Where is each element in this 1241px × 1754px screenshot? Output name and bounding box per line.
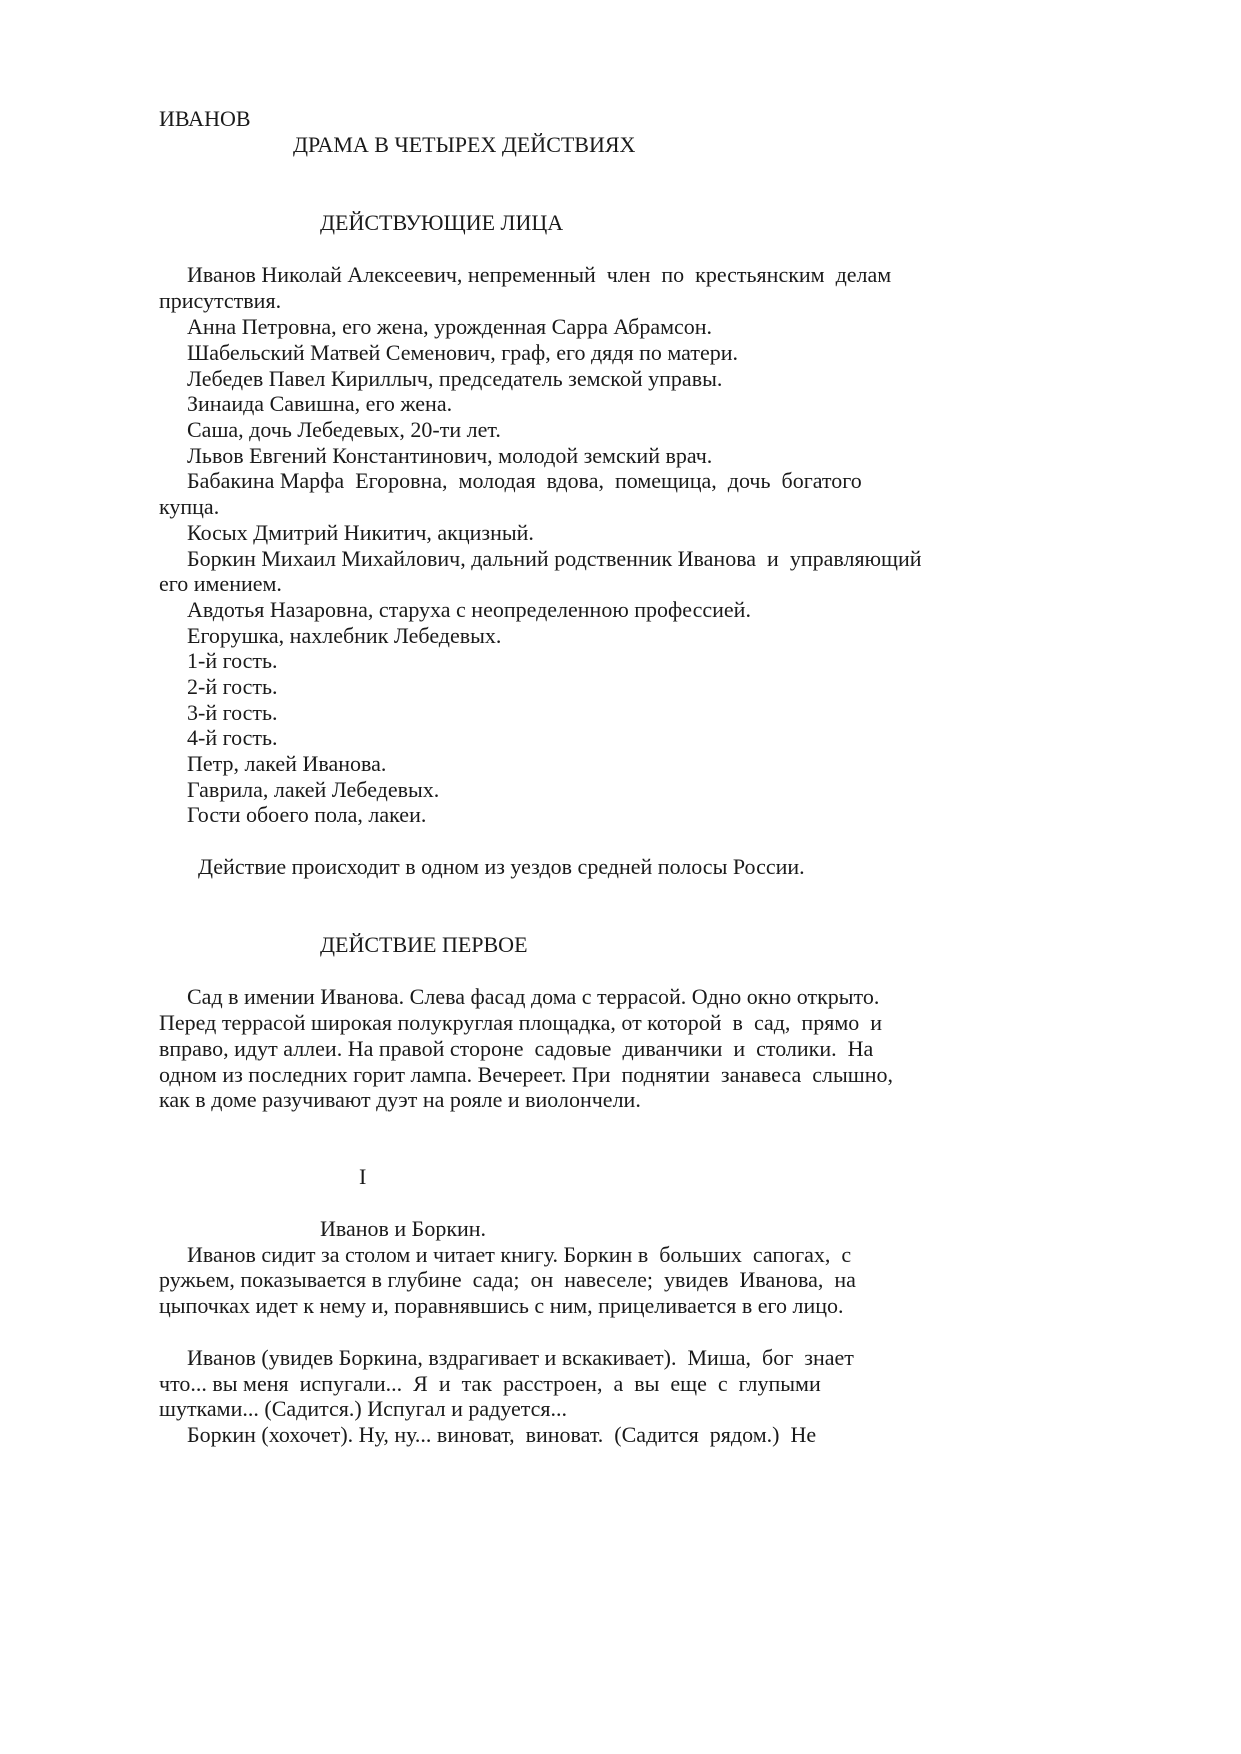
stage-direction-line: одном из последних горит лампа. Вечереет. При поднятии занавеса слышно,: [159, 1062, 894, 1087]
cast-heading: ДЕЙСТВУЮЩИЕ ЛИЦА: [320, 210, 564, 235]
cast-line: 4-й гость.: [187, 725, 278, 750]
act-heading: ДЕЙСТВИЕ ПЕРВОЕ: [320, 932, 528, 957]
cast-line: Косых Дмитрий Никитич, акцизный.: [187, 520, 534, 545]
dialogue-line: Иванов (увидев Боркина, вздрагивает и вскакивает). Миша, бог знает: [187, 1345, 854, 1370]
cast-line: Егорушка, нахлебник Лебедевых.: [187, 623, 502, 648]
setting-note: Действие происходит в одном из уездов средней полосы России.: [198, 854, 805, 879]
scene-number: I: [359, 1164, 367, 1189]
scene-characters: Иванов и Боркин.: [320, 1216, 487, 1241]
scene-direction-line: Иванов сидит за столом и читает книгу. Боркин в больших сапогах, с: [187, 1242, 852, 1267]
cast-line: 2-й гость.: [187, 674, 278, 699]
dialogue-line: Боркин (хохочет). Ну, ну... виноват, виноват. (Садится рядом.) Не: [187, 1422, 817, 1447]
play-subtitle: ДРАМА В ЧЕТЫРЕХ ДЕЙСТВИЯХ: [293, 132, 636, 157]
stage-direction-line: вправо, идут аллеи. На правой стороне садовые диванчики и столики. На: [159, 1036, 874, 1061]
scene-direction-line: ружьем, показывается в глубине сада; он навеселе; увидев Иванова, на: [159, 1267, 856, 1292]
cast-line: Зинаида Савишна, его жена.: [187, 391, 453, 416]
cast-line: Лебедев Павел Кириллыч, председатель земской управы.: [187, 366, 723, 391]
dialogue-line: шутками... (Садится.) Испугал и радуется...: [159, 1396, 568, 1421]
cast-line: Гаврила, лакей Лебедевых.: [187, 777, 440, 802]
author-heading: ИВАНОВ: [159, 106, 251, 131]
cast-line: Боркин Михаил Михайлович, дальний родственник Иванова и управляющий: [187, 546, 922, 571]
cast-line: 3-й гость.: [187, 700, 278, 725]
cast-line: Шабельский Матвей Семенович, граф, его дядя по матери.: [187, 340, 738, 365]
stage-direction-line: Перед террасой широкая полукруглая площадка, от которой в сад, прямо и: [159, 1010, 883, 1035]
cast-line: 1-й гость.: [187, 648, 278, 673]
stage-direction-line: как в доме разучивают дуэт на рояле и виолончели.: [159, 1087, 641, 1112]
cast-line: Иванов Николай Алексеевич, непременный член по крестьянским делам: [187, 262, 892, 287]
cast-line: купца.: [159, 494, 220, 519]
cast-line: его имением.: [159, 571, 282, 596]
cast-line: Гости обоего пола, лакеи.: [187, 802, 427, 827]
cast-line: Львов Евгений Константинович, молодой земский врач.: [187, 443, 713, 468]
cast-line: Бабакина Марфа Егоровна, молодая вдова, помещица, дочь богатого: [187, 468, 862, 493]
cast-line: присутствия.: [159, 288, 282, 313]
cast-line: Петр, лакей Иванова.: [187, 751, 387, 776]
cast-line: Саша, дочь Лебедевых, 20-ти лет.: [187, 417, 501, 442]
stage-direction-line: Сад в имении Иванова. Слева фасад дома с террасой. Одно окно открыто.: [187, 984, 880, 1009]
cast-line: Авдотья Назаровна, старуха с неопределенною профессией.: [187, 597, 751, 622]
cast-line: Анна Петровна, его жена, урожденная Сарра Абрамсон.: [187, 314, 713, 339]
dialogue-line: что... вы меня испугали... Я и так расстроен, а вы еще с глупыми: [159, 1371, 821, 1396]
scene-direction-line: цыпочках идет к нему и, поравнявшись с ним, прицеливается в его лицо.: [159, 1293, 844, 1318]
